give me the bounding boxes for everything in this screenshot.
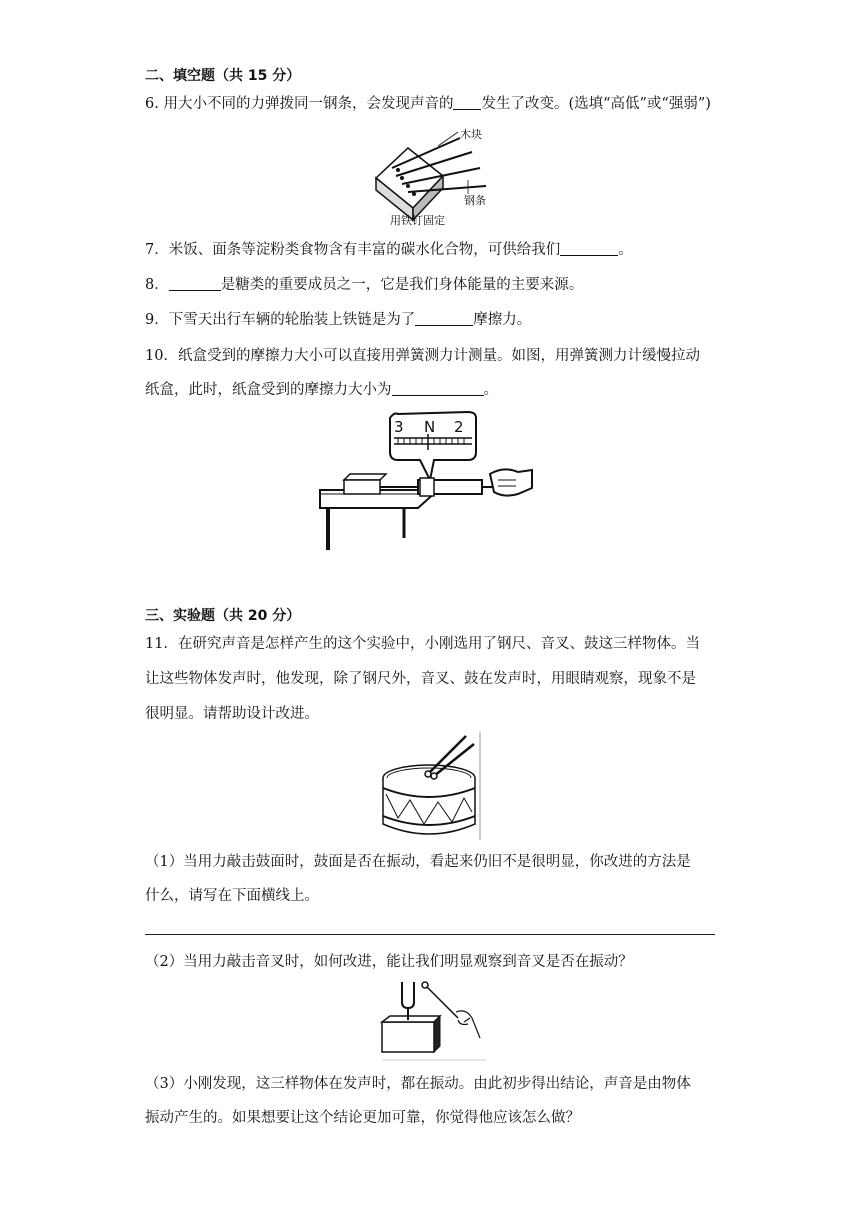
question-6 bbox=[145, 94, 711, 114]
question-10-text-b: 。 bbox=[483, 382, 498, 398]
question-11-line-2: 让这些物体发声时，他发现，除了钢尺外，音叉、鼓在发声时，用眼睛观察，现象不是 bbox=[145, 671, 696, 687]
tuning-fork-figure bbox=[380, 978, 488, 1062]
question-11-line-1: 11．在研究声音是怎样产生的这个实验中，小刚选用了钢尺、音叉、鼓这三样物体。当 bbox=[145, 636, 700, 652]
answer-blank-9[interactable] bbox=[415, 311, 473, 326]
part-1-line-1: （1）当用力敲击鼓面时，鼓面是否在振动，看起来仍旧不是很明显，你改进的方法是 bbox=[145, 854, 691, 870]
question-6-text-b: 发生了改变。(选填“高低”或“强弱”) bbox=[481, 96, 711, 112]
label-steel-strip: 钢条 bbox=[464, 194, 486, 207]
part-3-line-1: （3）小刚发现，这三样物体在发声时，都在振动。由此初步得出结论，声音是由物体 bbox=[145, 1076, 691, 1092]
section-2-title: 二、填空题（共 15 分） bbox=[145, 68, 301, 84]
part-2-line-1: （2）当用力敲击音叉时，如何改进，能让我们明显观察到音叉是否在振动？ bbox=[145, 954, 633, 970]
scale-unit-n: N bbox=[424, 418, 436, 436]
question-10-line-2 bbox=[145, 380, 498, 400]
drum-figure bbox=[380, 730, 484, 842]
label-wood-block: 木块 bbox=[460, 128, 482, 141]
answer-blank-6[interactable] bbox=[453, 95, 481, 110]
answer-blank-7[interactable] bbox=[560, 241, 618, 256]
question-10-text-a: 纸盒，此时，纸盒受到的摩擦力大小为 bbox=[145, 382, 392, 398]
scale-tick-3: 3 bbox=[394, 418, 404, 436]
question-8 bbox=[145, 275, 583, 295]
answer-blank-10[interactable] bbox=[392, 381, 484, 396]
question-9-text-b: 摩擦力。 bbox=[473, 312, 532, 328]
question-7 bbox=[145, 240, 633, 260]
question-9-text-a: 9．下雪天出行车辆的轮胎装上铁链是为了 bbox=[145, 312, 416, 328]
question-7-text-a: 7．米饭、面条等淀粉类食物含有丰富的碳水化合物，可供给我们 bbox=[145, 242, 561, 258]
label-iron-nail: 用铁钉固定 bbox=[390, 214, 445, 227]
question-6-text-a: 6. 用大小不同的力弹拨同一钢条，会发现声音的 bbox=[145, 96, 454, 112]
question-7-text-b: 。 bbox=[618, 242, 633, 258]
part-1-line-2: 什么，请写在下面横线上。 bbox=[145, 888, 319, 904]
answer-line-part-1[interactable] bbox=[145, 934, 715, 935]
section-3-title: 三、实验题（共 20 分） bbox=[145, 608, 301, 624]
question-11-line-3: 很明显。请帮助设计改进。 bbox=[145, 706, 319, 722]
answer-blank-8[interactable] bbox=[169, 276, 221, 291]
question-9 bbox=[145, 310, 531, 330]
question-10-line-1: 10．纸盒受到的摩擦力大小可以直接用弹簧测力计测量。如图，用弹簧测力计缓慢拉动 bbox=[145, 348, 700, 364]
scale-tick-2: 2 bbox=[454, 418, 464, 436]
steel-strip-figure bbox=[368, 128, 498, 228]
question-8-text-a: 8． bbox=[145, 277, 169, 293]
question-8-text-b: 是糖类的重要成员之一，它是我们身体能量的主要来源。 bbox=[220, 277, 584, 293]
spring-scale-figure bbox=[318, 408, 540, 556]
part-3-line-2: 振动产生的。如果想要让这个结论更加可靠，你觉得他应该怎么做？ bbox=[145, 1110, 580, 1126]
